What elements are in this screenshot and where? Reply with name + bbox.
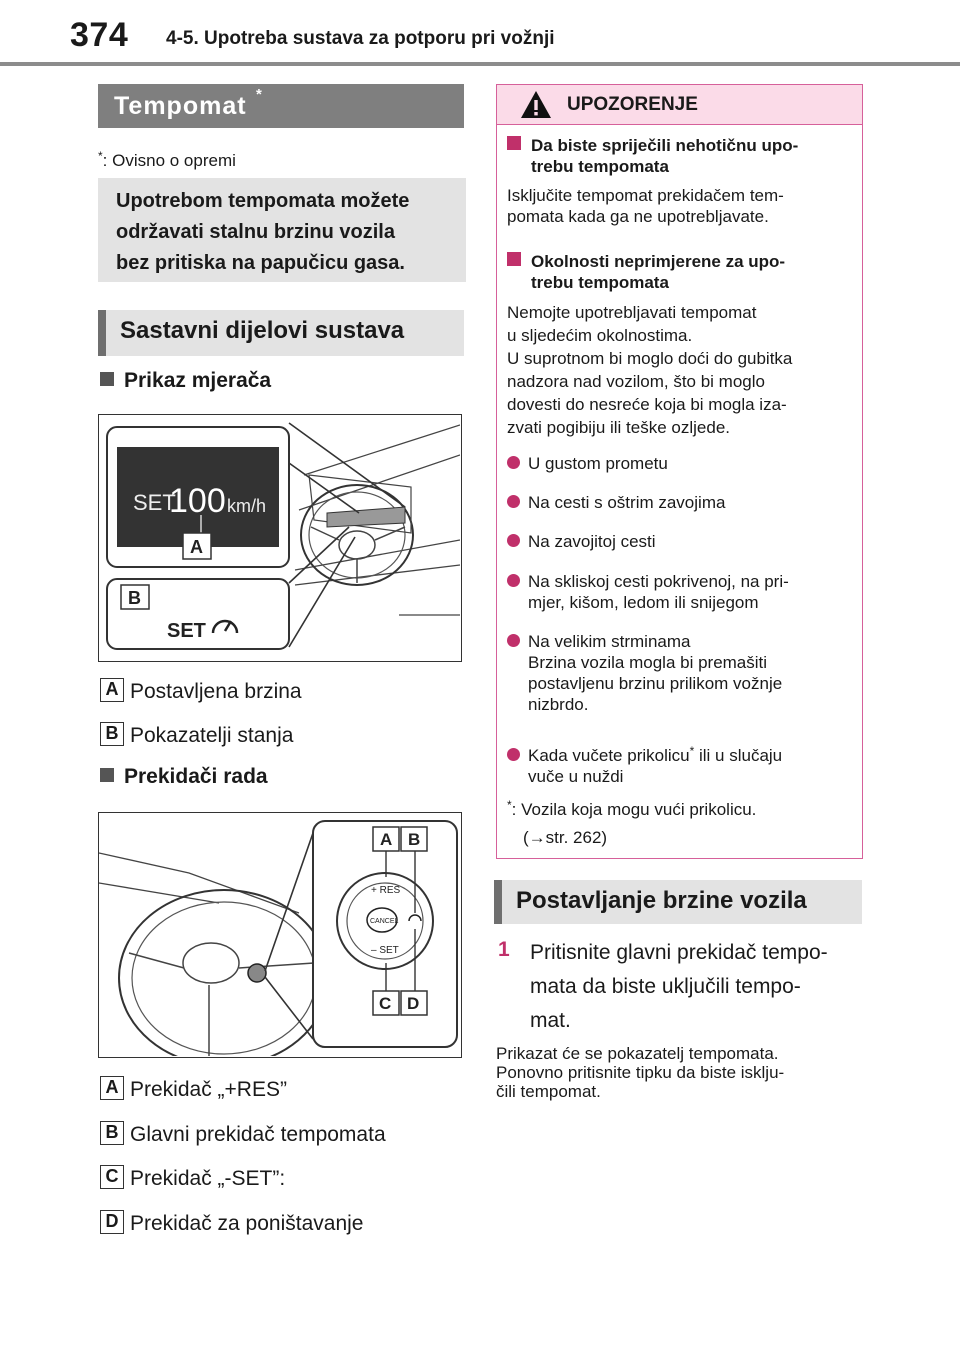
warning-header — [497, 85, 862, 125]
meter-speed: 100 — [169, 482, 226, 520]
circle-bullet-icon — [507, 495, 520, 508]
meter-callout-b: B — [128, 588, 141, 608]
square-bullet-icon — [507, 136, 521, 150]
switch-res-label: + RES — [371, 885, 401, 896]
warning-box — [496, 84, 863, 859]
tempomat-star: * — [256, 86, 262, 103]
warning-heading-1: Da biste spriječili nehotičnu upo- trebu tempomata — [507, 135, 798, 177]
warning-bullet: Kada vučete prikolicu* ili u slučaju vuče u nuždi — [507, 741, 782, 787]
footnote — [98, 146, 236, 171]
meter-figure — [98, 414, 462, 662]
page-reference-link[interactable]: (→str. 262) — [523, 828, 608, 847]
legend-badge: A — [100, 678, 124, 702]
components-title: Sastavni dijelovi sustava — [120, 317, 405, 344]
switch-callout-c: C — [379, 994, 392, 1013]
switch-cancel-label: CANCEL — [370, 918, 399, 925]
circle-bullet-icon — [507, 574, 520, 587]
warning-paragraph-1: Isključite tempomat prekidačem tem- pomata kada ga ne upotrebljavate. — [507, 186, 784, 226]
switch-figure — [98, 812, 462, 1058]
intro-line: Upotrebom tempomata možete — [116, 190, 410, 212]
switch-set-label: – SET — [371, 945, 399, 956]
components-title-bar — [98, 310, 464, 356]
intro-line: održavati stalnu brzinu vozila — [116, 221, 395, 243]
meter-heading — [100, 368, 271, 394]
warning-heading-2: Okolnosti neprimjerene za upo- trebu tempomata — [507, 251, 785, 293]
step-text: Pritisnite glavni prekidač tempo- mata da biste uključili tempo- mat. — [530, 941, 828, 1032]
page-header — [0, 0, 960, 66]
legend-badge: B — [100, 722, 124, 746]
page-number: 374 — [70, 16, 129, 54]
step-note: Prikazat će se pokazatelj tempomata. Ponovno pritisnite tipku da biste isklju- čili tempomat. — [496, 1044, 785, 1101]
switch-heading-text: Prekidači rada — [124, 765, 268, 788]
square-bullet-icon — [100, 768, 114, 782]
meter-set-indicator: SET — [167, 620, 206, 642]
warning-bullet: Na zavojitoj cesti — [507, 531, 656, 552]
switch-callout-a: A — [380, 830, 393, 849]
intro-line: bez pritiska na papučicu gasa. — [116, 252, 405, 274]
tempomat-title: Tempomat — [114, 92, 247, 120]
warning-triangle-icon — [519, 89, 553, 121]
switch-heading — [100, 764, 268, 790]
footnote-star: * — [98, 149, 103, 163]
warning-footnote: *: Vozila koja mogu vući prikolicu. (→str. 262) — [507, 798, 757, 847]
section-title: 4-5. Upotreba sustava za potporu pri vožnji — [166, 28, 555, 49]
set-speed-title: Postavljanje brzine vozila — [516, 887, 807, 914]
switch-callout-d: D — [407, 994, 420, 1013]
warning-paragraph-2: Nemojte upotrebljavati tempomat u sljedećim okolnostima. U suprotnom bi moglo doći do gubitka nadzora nad vozilom, što bi moglo dovesti do nesreće koja bi mogla iza- zvati pogibiju ili teške ozljede. — [507, 303, 793, 437]
switch-callout-b: B — [408, 830, 421, 849]
footnote-text: : Ovisno o opremi — [102, 151, 236, 170]
meter-callout-a: A — [190, 537, 203, 557]
legend-badge: A — [100, 1076, 124, 1100]
set-speed-title-bar — [494, 880, 862, 924]
legend-text: Prekidač „+RES” — [130, 1078, 287, 1101]
circle-bullet-icon — [507, 534, 520, 547]
warning-bullet: Na skliskoj cesti pokrivenoj, na pri- mjer, kišom, ledom ili snijegom — [507, 571, 789, 613]
meter-set-label: SET — [133, 490, 176, 515]
warning-bullet: U gustom prometu — [507, 453, 668, 474]
tempomat-title-bar — [98, 84, 464, 128]
switch-illustration — [99, 813, 460, 1056]
warning-bullet: Na velikim strminama Brzina vozila mogla bi premašiti postavljenu brzinu prilikom vožnje nizbrdo. — [507, 631, 782, 715]
warning-bullet: Na cesti s oštrim zavojima — [507, 492, 725, 513]
legend-badge: B — [100, 1121, 124, 1145]
warning-title: UPOZORENJE — [567, 94, 698, 115]
circle-bullet-icon — [507, 456, 520, 469]
meter-illustration — [99, 415, 460, 660]
circle-bullet-icon — [507, 634, 520, 647]
legend-text: Postavljena brzina — [130, 680, 302, 703]
step-number: 1 — [498, 938, 510, 961]
legend-badge: C — [100, 1165, 124, 1189]
square-bullet-icon — [507, 252, 521, 266]
legend-text: Pokazatelji stanja — [130, 724, 294, 747]
legend-badge: D — [100, 1210, 124, 1234]
legend-text: Prekidač za poništavanje — [130, 1212, 364, 1235]
square-bullet-icon — [100, 372, 114, 386]
legend-text: Prekidač „-SET”: — [130, 1167, 286, 1190]
circle-bullet-icon — [507, 748, 520, 761]
legend-text: Glavni prekidač tempomata — [130, 1123, 386, 1146]
meter-heading-text: Prikaz mjerača — [124, 369, 272, 392]
header-divider — [0, 62, 960, 66]
intro-box — [98, 178, 466, 282]
meter-unit: km/h — [227, 496, 267, 516]
